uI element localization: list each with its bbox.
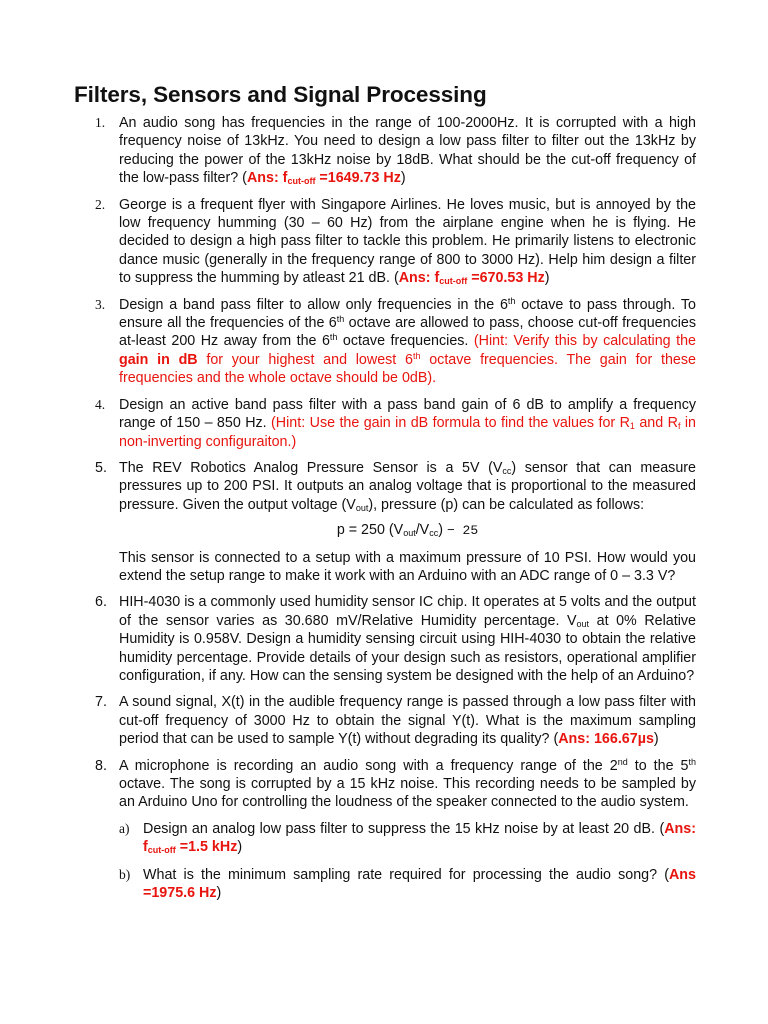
sub-question-b: b) What is the minimum sampling rate required for processing the audio song? (Ans =1975.6 Hz) <box>119 866 696 902</box>
answer: Ans =1975.6 Hz <box>143 866 696 902</box>
question-text: George is a frequent flyer with Singapore Airlines. He loves music, but is annoyed by the low frequency humming (30 – 60 Hz) from the airplane engine when he is flying. He decided to design a high pass filter to tackle this problem. He primarily listens to electronic dance music (generally in the frequency range of 800 to 3000 Hz). Help him design a filter to suppress the humming by atleast 21 dB. ( <box>119 196 696 287</box>
sub-question-text: What is the minimum sampling rate required for processing the audio song? ( <box>143 866 669 883</box>
page-title: Filters, Sensors and Signal Processing <box>74 82 487 107</box>
answer: Ans: $f_{cut-off} =1.5$ kHz <box>143 820 696 856</box>
question-4 <box>74 396 696 451</box>
question-number: 6. <box>95 594 107 611</box>
question-2: 2. George is a frequent flyer with Singapore Airlines. He loves music, but is annoyed by the low frequency humming (30 – 60 Hz) from the airplane engine when he is flying. He decided to design a high pass filter to tackle this problem. He primarily listens to electronic dance music (generally in the frequency range of 800 to 3000 Hz). Help him design a filter to suppress the humming by atleast 21 dB. (Ans: $f_{cut-off} =670.53$ Hz) <box>95 196 696 287</box>
answer: Ans: $f_{cut-off} =1649.73$ Hz <box>246 170 401 187</box>
sub-question-number: b) <box>119 866 131 882</box>
question-8 <box>74 757 696 903</box>
hint: (Hint: Verify this by calculating the gain in dB for your highest and lowest 6th octave frequencies. The gain for these frequencies and the whole octave should be 0dB). <box>119 333 696 387</box>
question-text: Design an active band pass filter with a pass band gain of 6 dB to amplify a frequency range of 150 – 850 Hz. <box>119 396 696 432</box>
question-text: HIH-4030 is a commonly used humidity sensor IC chip. It operates at 5 volts and the output of the sensor varies as 30.680 mV/Relative Humidity percentage. $V_{out}$ at 0% Relative Humidity is 0.958V. Design a humidity sensing circuit using HIH-4030 to obtain the relative humidity percentage. Provide details of your design such as resistors, operational amplifier configuration, if any. How can the sensing system be designed with the help of an Arduino? <box>119 594 696 684</box>
question-text-continued: This sensor is connected to a setup with a maximum pressure of 10 PSI. How would you extend the setup range to make it work with an Arduino with an ADC range of 0 – 3.3 V? <box>119 549 696 584</box>
question-number: 5. <box>95 459 107 476</box>
question-5 <box>74 459 696 585</box>
question-number: 4. <box>95 396 106 412</box>
question-3 <box>74 296 696 388</box>
question-number: 7. <box>95 694 107 711</box>
sub-question-list <box>119 820 696 903</box>
sub-question-number: a) <box>119 820 130 836</box>
sub-question-a: a) Design an analog low pass filter to suppress the 15 kHz noise by at least 20 dB. (Ans: $f_{cut-off} =1.5$ kHz) <box>119 820 696 856</box>
question-text: Design a band pass filter to allow only frequencies in the 6th octave to pass through. To ensure all the frequencies of the 6th octave are allowed to pass, choose cut-off frequencies at-least 200 Hz away from the 6th octave frequencies. <box>119 295 696 350</box>
question-number: 3. <box>95 296 106 312</box>
answer: Ans: 166.67µs <box>558 731 654 748</box>
answer: Ans: $f_{cut-off} =670.53$ Hz <box>398 270 545 287</box>
sub-question-text: Design an analog low pass filter to suppress the 15 kHz noise by at least 20 dB. ( <box>143 820 665 837</box>
question-text: An audio song has frequencies in the range of 100-2000Hz. It is corrupted with a high frequency noise of 13kHz. You need to design a low pass filter to filter out the 13kHz by reducing the power of the 13kHz noise by 18dB. What should be the cut-off frequency of the low-pass filter? ( <box>119 115 696 187</box>
question-number: 8. <box>95 757 107 774</box>
hint: (Hint: Use the gain in dB formula to find the values for $R_1$ and $R_f$ in non-inverting configuraiton.) <box>119 415 696 450</box>
question-text: A microphone is recording an audio song with a frequency range of the 2nd to the 5th octave. The song is corrupted by a 15 kHz noise. This recording needs to be sampled by an Arduino Uno for controlling the loudness of the speaker connected to the audio system. <box>119 756 696 811</box>
question-1: 1. An audio song has frequencies in the range of 100-2000Hz. It is corrupted with a high frequency noise of 13kHz. You need to design a low pass filter to filter out the 13kHz by reducing the power of the 13kHz noise by 18dB. What should be the cut-off frequency of the low-pass filter? (Ans: $f_{cut-off} =1649.73$ Hz) <box>95 115 696 187</box>
question-list <box>74 114 696 902</box>
question-6 <box>74 593 696 685</box>
question-7: 7. A sound signal, X(t) in the audible frequency range is passed through a low pass filter with cut-off frequency of 3000 Hz to obtain the signal Y(t). What is the maximum sampling period that can be used to sample Y(t) without degrading its quality? (Ans: 166.67µs) <box>95 694 696 748</box>
pressure-formula: p = 250 $(V_{out}/V_{cc}) - 25$ <box>336 522 479 539</box>
question-number: 2. <box>95 196 106 212</box>
question-text: A sound signal, X(t) in the audible frequency range is passed through a low pass filter with cut-off frequency of 3000 Hz to obtain the signal Y(t). What is the maximum sampling period that can be used to sample Y(t) without degrading its quality? ( <box>119 694 696 748</box>
question-number: 1. <box>95 115 106 130</box>
question-text: The REV Robotics Analog Pressure Sensor is a 5V $(V_{cc})$ sensor that can measure pressures up to 200 PSI. It outputs an analog voltage that is proportional to the measured pressure. Given the output voltage $(V_{out})$, pressure (p) can be calculated as follows: <box>119 459 696 513</box>
